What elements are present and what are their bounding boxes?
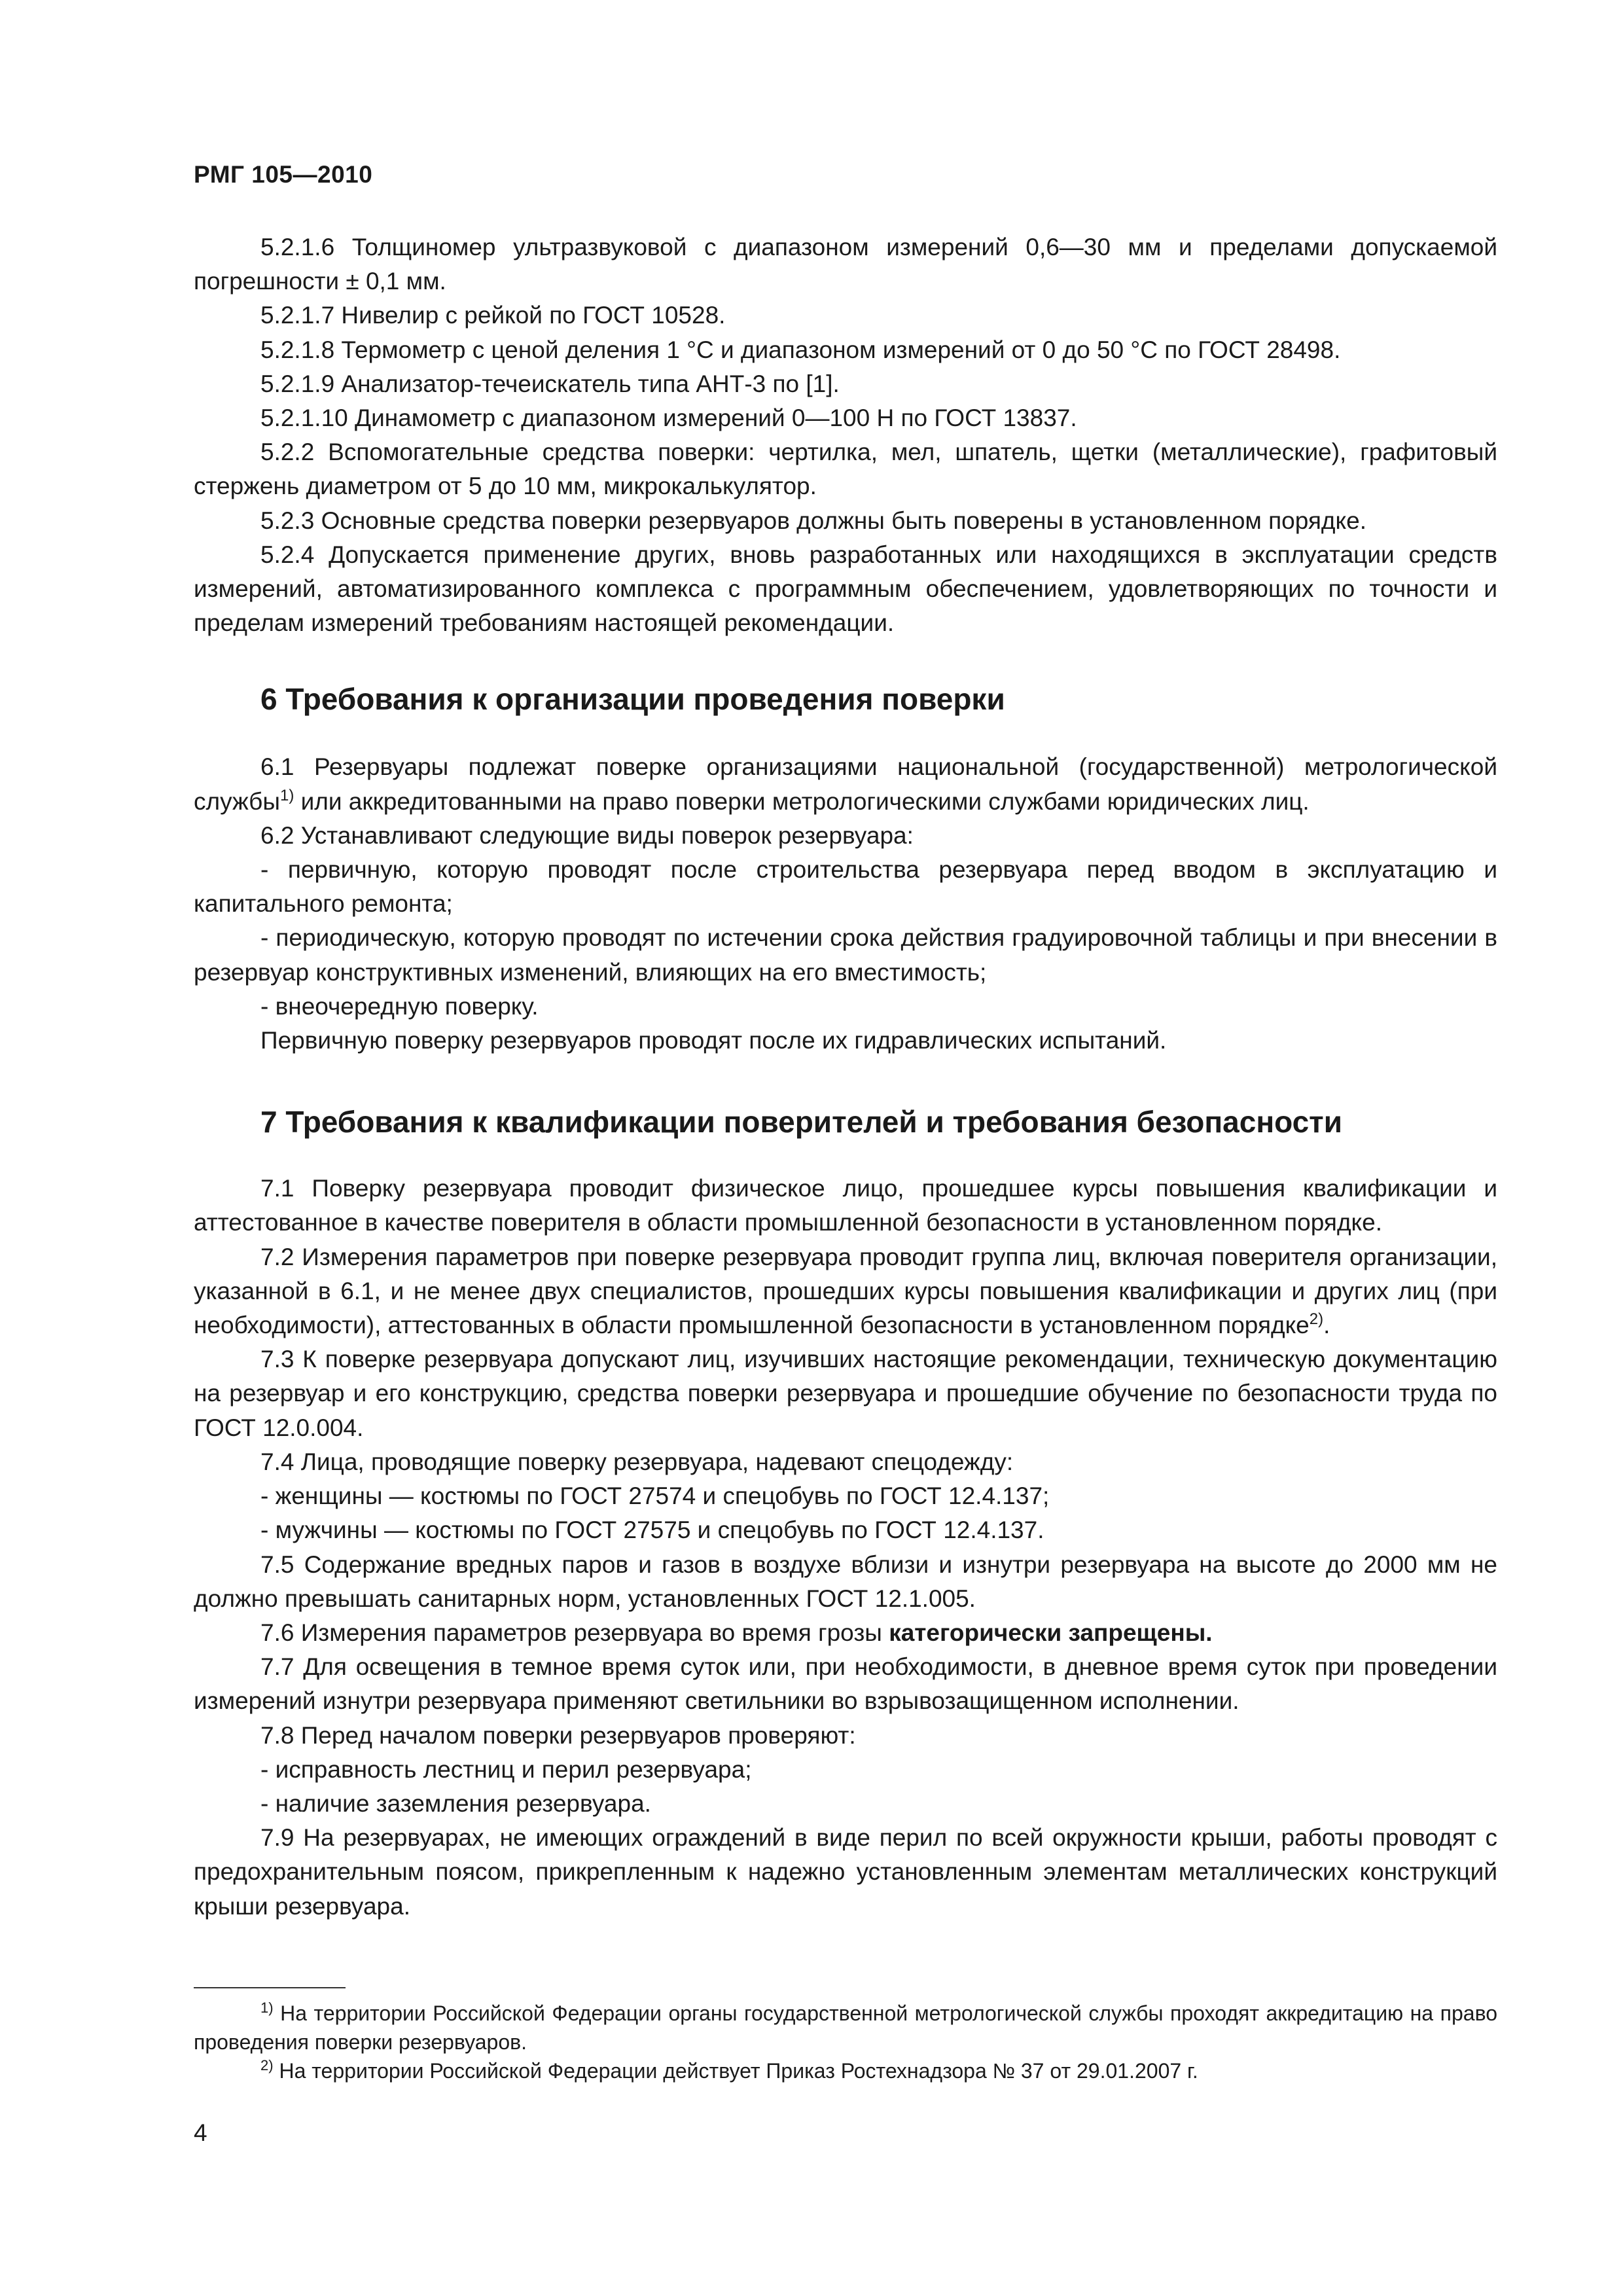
paragraph-5-2-2: 5.2.2 Вспомогательные средства поверки: чертилка, мел, шпатель, щетки (металлические), графитовый стержень диаметром от 5 до 10 мм, микрокалькулятор. — [194, 439, 1497, 500]
paragraph-7-2-text-b: . — [1323, 1312, 1330, 1339]
paragraph-6-1-text-a: 6.1 Резервуары подлежат поверке организациями национальной (государственной) метрологической службы — [194, 753, 1497, 815]
paragraph-7-3: 7.3 К поверке резервуара допускают лиц, изучивших настоящие рекомендации, техническую документацию на резервуар и его конструкцию, средства поверки резервуара и прошедшие обучение по безопасности труда по ГОСТ 12.0.004. — [194, 1346, 1497, 1441]
paragraph-7-6-emphasis: категорически запрещены. — [889, 1619, 1213, 1646]
list-item-7-8-ladders: - исправность лестниц и перил резервуара; — [260, 1755, 752, 1783]
footnote-1 — [194, 1999, 1497, 2056]
paragraph-5-2-1-6: 5.2.1.6 Толщиномер ультразвуковой с диапазоном измерений 0,6—30 мм и пределами допускаемой погрешности ± 0,1 мм. — [194, 234, 1497, 295]
footnote-ref-2: 2) — [1309, 1310, 1324, 1329]
paragraph-6-2: 6.2 Устанавливают следующие виды поверок резервуара: — [260, 821, 914, 849]
paragraph-5-2-4: 5.2.4 Допускается применение других, вновь разработанных или находящихся в эксплуатации средств измерений, автоматизированного комплекса с программным обеспечением, удовлетворяющих по точности и пределам измерений требованиям настоящей рекомендации. — [194, 541, 1497, 637]
list-item-7-4-women: - женщины — костюмы по ГОСТ 27574 и спецобувь по ГОСТ 12.4.137; — [260, 1482, 1050, 1510]
list-item-6-2-primary: - первичную, которую проводят после строительства резервуара перед вводом в эксплуатацию и капитального ремонта; — [194, 856, 1497, 918]
section-7-heading: 7 Требования к квалификации поверителей и требования безопасности — [260, 1105, 1342, 1139]
paragraph-5-2-1-8: 5.2.1.8 Термометр с ценой деления 1 °С и диапазоном измерений от 0 до 50 °С по ГОСТ 28498. — [260, 336, 1341, 363]
paragraph-7-6-text: 7.6 Измерения параметров резервуара во время грозы — [260, 1619, 889, 1646]
list-item-6-2-periodic: - периодическую, которую проводят по истечении срока действия градуировочной таблицы и при внесении в резервуар конструктивных изменений, влияющих на его вместимость; — [194, 924, 1497, 986]
paragraph-7-1: 7.1 Поверку резервуара проводит физическое лицо, прошедшее курсы повышения квалификации и аттестованное в качестве поверителя в области промышленной безопасности в установленном порядке. — [194, 1175, 1497, 1236]
paragraph-5-2-1-9: 5.2.1.9 Анализатор-течеискатель типа АНТ-3 по [1]. — [260, 370, 840, 397]
paragraph-7-2-text-a: 7.2 Измерения параметров при поверке резервуара проводит группа лиц, включая поверителя организации, указанной в 6.1, и не менее двух специалистов, прошедших курсы повышения квалификации и других лиц (при необходимости), аттестованных в области промышленной безопасности в установленном порядке — [194, 1243, 1497, 1339]
paragraph-5-2-3: 5.2.3 Основные средства поверки резервуаров должны быть поверены в установленном порядке. — [260, 507, 1366, 534]
document-code-header: РМГ 105—2010 — [194, 161, 373, 188]
paragraph-7-2 — [194, 1240, 1497, 1343]
footnote-2-mark: 2) — [260, 2057, 274, 2073]
page-body — [194, 230, 1497, 1924]
list-item-7-4-men: - мужчины — костюмы по ГОСТ 27575 и спецобувь по ГОСТ 12.4.137. — [260, 1516, 1044, 1544]
footnote-1-text: На территории Российской Федерации органы государственной метрологической службы проходят аккредитацию на право проведения поверки резервуаров. — [194, 2001, 1497, 2054]
list-item-6-2-extraordinary: - внеочередную поверку. — [260, 992, 539, 1020]
paragraph-7-8: 7.8 Перед началом поверки резервуаров проверяют: — [260, 1721, 856, 1749]
section-6-heading: 6 Требования к организации проведения поверки — [260, 682, 1005, 717]
footnote-2-text: На территории Российской Федерации действует Приказ Ростехнадзора № 37 от 29.01.2007 г. — [273, 2059, 1198, 2083]
footnote-1-mark: 1) — [260, 2000, 274, 2016]
page-number: 4 — [194, 2119, 207, 2146]
paragraph-5-2-1-10: 5.2.1.10 Динамометр с диапазоном измерений 0—100 Н по ГОСТ 13837. — [260, 404, 1077, 432]
footnote-2 — [194, 2056, 1497, 2085]
paragraph-6-2-note: Первичную поверку резервуаров проводят после их гидравлических испытаний. — [260, 1027, 1167, 1054]
paragraph-7-4: 7.4 Лица, проводящие поверку резервуара, надевают спецодежду: — [260, 1448, 1014, 1475]
list-item-7-8-grounding: - наличие заземления резервуара. — [260, 1789, 651, 1817]
paragraph-6-1-text-b: или аккредитованными на право поверки метрологическими службами юридических лиц. — [294, 787, 1310, 815]
paragraph-7-5: 7.5 Содержание вредных паров и газов в воздухе вблизи и изнутри резервуара на высоте до 2000 мм не должно превышать санитарных норм, установленных ГОСТ 12.1.005. — [194, 1551, 1497, 1612]
paragraph-5-2-1-7: 5.2.1.7 Нивелир с рейкой по ГОСТ 10528. — [260, 302, 726, 329]
paragraph-7-7: 7.7 Для освещения в темное время суток или, при необходимости, в дневное время суток при проведении измерений изнутри резервуара применяют светильники во взрывозащищенном исполнении. — [194, 1653, 1497, 1715]
paragraph-7-9: 7.9 На резервуарах, не имеющих ограждений в виде перил по всей окружности крыши, работы проводят с предохранительным поясом, прикрепленным к надежно установленным элементам металлических конструкций крыши резервуара. — [194, 1824, 1497, 1920]
footnotes — [194, 1999, 1497, 2085]
paragraph-6-1 — [194, 750, 1497, 818]
paragraph-7-6 — [194, 1616, 1497, 1650]
footnote-divider — [194, 1987, 346, 1988]
footnote-ref-1: 1) — [279, 786, 294, 804]
